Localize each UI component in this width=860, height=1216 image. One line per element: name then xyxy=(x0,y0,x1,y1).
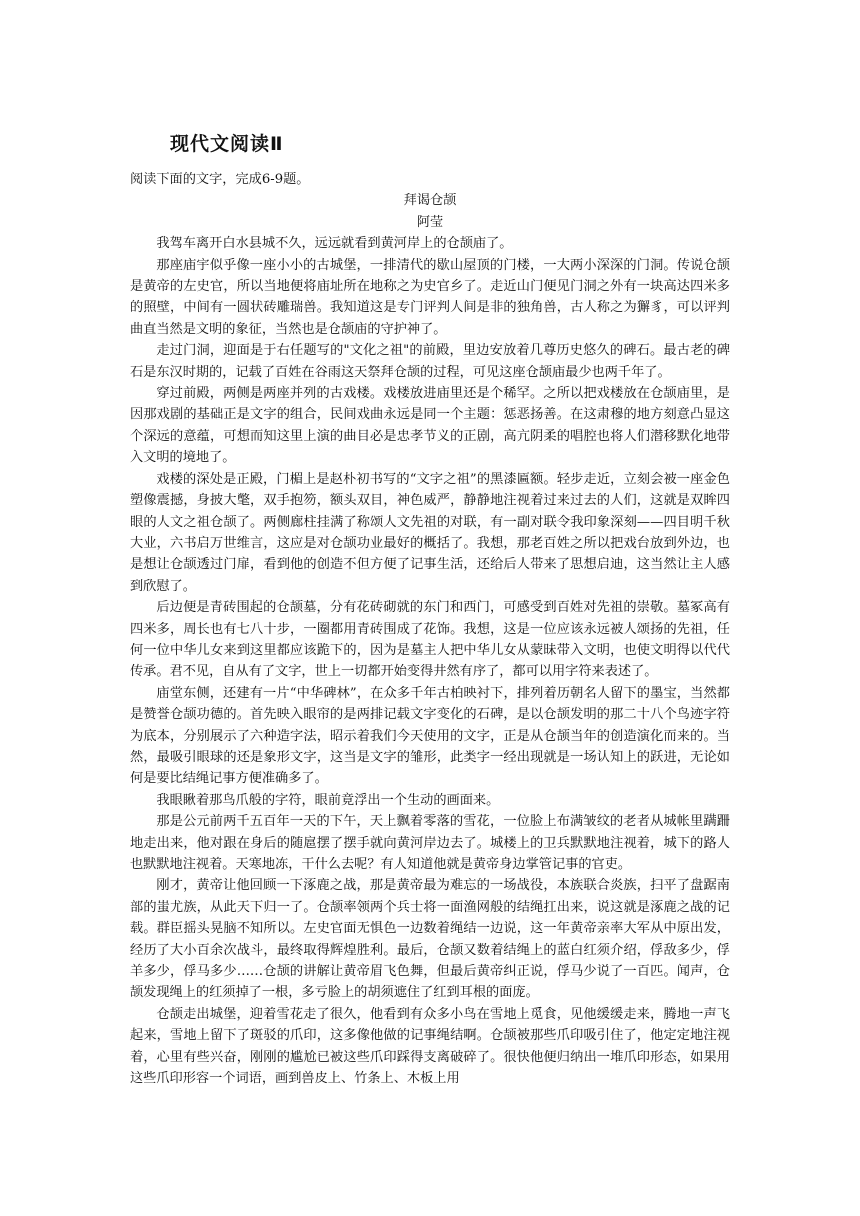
paragraph: 仓颉走出城堡，迎着雪花走了很久，他看到有众多小鸟在雪地上觅食，见他缓缓走来，腾地一声飞起来，雪地上留下了斑驳的爪印，这多像他做的记事绳结啊。仓颉被那些爪印吸引住了，他定定地注视着，心里有些兴奋，刚刚的尴尬已被这些爪印踩得支离破碎了。很快他便归纳出一堆爪印形态，如果用这些爪印形容一个词语，画到兽皮上、竹条上、木板上用 xyxy=(130,1006,730,1087)
paragraph: 后边便是青砖围起的仓颉墓，分有花砖砌就的东门和西门，可感受到百姓对先祖的崇敬。墓冢高有四米多，周长也有七八十步，一圈都用青砖围成了花饰。我想，这是一位应该永远被人颂扬的先祖，任何一位中华儿女来到这里都应该跪下的，因为是墓主人把中华儿女从蒙昧带入文明，也使文明得以代代传承。君不见，自从有了文字，世上一切都开始变得井然有序了，都可以用字符来表述了。 xyxy=(130,600,730,680)
paragraph: 戏楼的深处是正殿，门楣上是赵朴初书写的“文字之祖”的黑漆匾额。轻步走近，立刻会被一座金色塑像震撼，身披大氅，双手抱笏，额头双目，神色威严，静静地注视着过来过去的人们，这就是双眸四眼的人文之祖仓颉了。两侧廊柱挂满了称颂人文先祖的对联，有一副对联令我印象深刻——四目明千秋大业，六书启万世维言，这应是对仓颉功业最好的概括了。我想，那老百姓之所以把戏台放到外边，也是想让仓颉透过门扉，看到他的创造不但方便了记事生活，还给后人带来了思想启迪，这当然让主人感到欣慰了。 xyxy=(130,471,730,594)
paragraph: 我驾车离开白水县城不久，远远就看到黄河岸上的仓颉庙了。 xyxy=(156,236,513,252)
instruction-text: 阅读下面的文字，完成6-9题。 xyxy=(130,172,310,187)
section-title: 现代文阅读Ⅱ xyxy=(170,133,284,155)
paragraph: 那是公元前两千五百年一天的下午，天上飘着零落的雪花，一位脸上布满皱纹的老者从城帐里蹒跚地走出来，他对跟在身后的随扈摆了摆手就向黄河岸边去了。城楼上的卫兵默默地注视着，城下的路人也默默地注视着。天寒地冻，干什么去呢？有人知道他就是黄帝身边掌管记事的官吏。 xyxy=(130,814,730,872)
paragraph: 刚才，黄帝让他回顾一下涿鹿之战，那是黄帝最为难忘的一场战役，本族联合炎族，扫平了盘踞南部的蚩尤族，从此天下归一了。仓颉率领两个兵士将一面渔网般的结绳扛出来，说这就是涿鹿之战的记载。群臣摇头晃脑不知所以。左史官面无惧色一边数着绳结一边说，这一年黄帝亲率大军从中原出发，经历了大小百余次战斗，最终取得辉煌胜利。最后，仓颉又数着结绳上的蓝白红须介绍，俘敌多少，俘羊多少，俘马多少……仓颉的讲解让黄帝眉飞色舞，但最后黄帝纠正说，俘马少说了一百匹。闻声，仓颉发现绳上的红须掉了一根，多亏脸上的胡须遮住了红到耳根的面庞。 xyxy=(130,878,730,1001)
paragraph: 穿过前殿，两侧是两座并列的古戏楼。戏楼放进庙里还是个稀罕。之所以把戏楼放在仓颉庙里，是因那戏剧的基础正是文字的组合，民间戏曲永远是同一个主题：惩恶扬善。在这肃穆的地方刻意凸显这个深远的意蕴，可想而知这里上演的曲目必是忠孝节义的正剧，高亢阴柔的唱腔也将人们潜移默化地带入文明的境地了。 xyxy=(130,386,730,466)
paragraph: 走过门洞，迎面是于右任题写的"文化之祖"的前殿，里边安放着几尊历史悠久的碑石。最古老的碑石是东汉时期的，记载了百姓在谷雨这天祭拜仓颉的过程，可见这座仓颉庙最少也两千年了。 xyxy=(130,343,730,380)
paragraph: 庙堂东侧，还建有一片“中华碑林”，在众多千年古柏映衬下，排列着历朝名人留下的墨宝，当然都是赞誉仓颉功德的。首先映入眼帘的是两排记载文字变化的石碑，是以仓颉发明的那二十八个鸟迹字符为底本，分别展示了六种造字法，昭示着我们今天使用的文字，正是从仓颉当年的创造演化而来的。当然，最吸引眼球的还是象形文字，这当是文字的雏形，此类字一经出现就是一场认知上的跃进，无论如何是要比结绳记事方便准确多了。 xyxy=(130,685,730,787)
paragraph: 我眼瞅着那鸟爪般的字符，眼前竟浮出一个生动的画面来。 xyxy=(156,792,500,808)
article-body xyxy=(130,169,730,1089)
article-author: 阿莹 xyxy=(416,214,444,230)
article-title: 拜谒仓颉 xyxy=(403,193,457,209)
paragraph: 那座庙宇似乎像一座小小的古城堡，一排清代的歇山屋顶的门楼，一大两小深深的门洞。传说仓颉是黄帝的左史官，所以当地便将庙址所在地称之为史官乡了。走近山门便见门洞之外有一块高达四米多的照壁，中间有一圆状砖雕瑞兽。我知道这是专门评判人间是非的独角兽，古人称之为獬豸，可以评判曲直当然是文明的象征，当然也是仓颉庙的守护神了。 xyxy=(130,257,730,337)
